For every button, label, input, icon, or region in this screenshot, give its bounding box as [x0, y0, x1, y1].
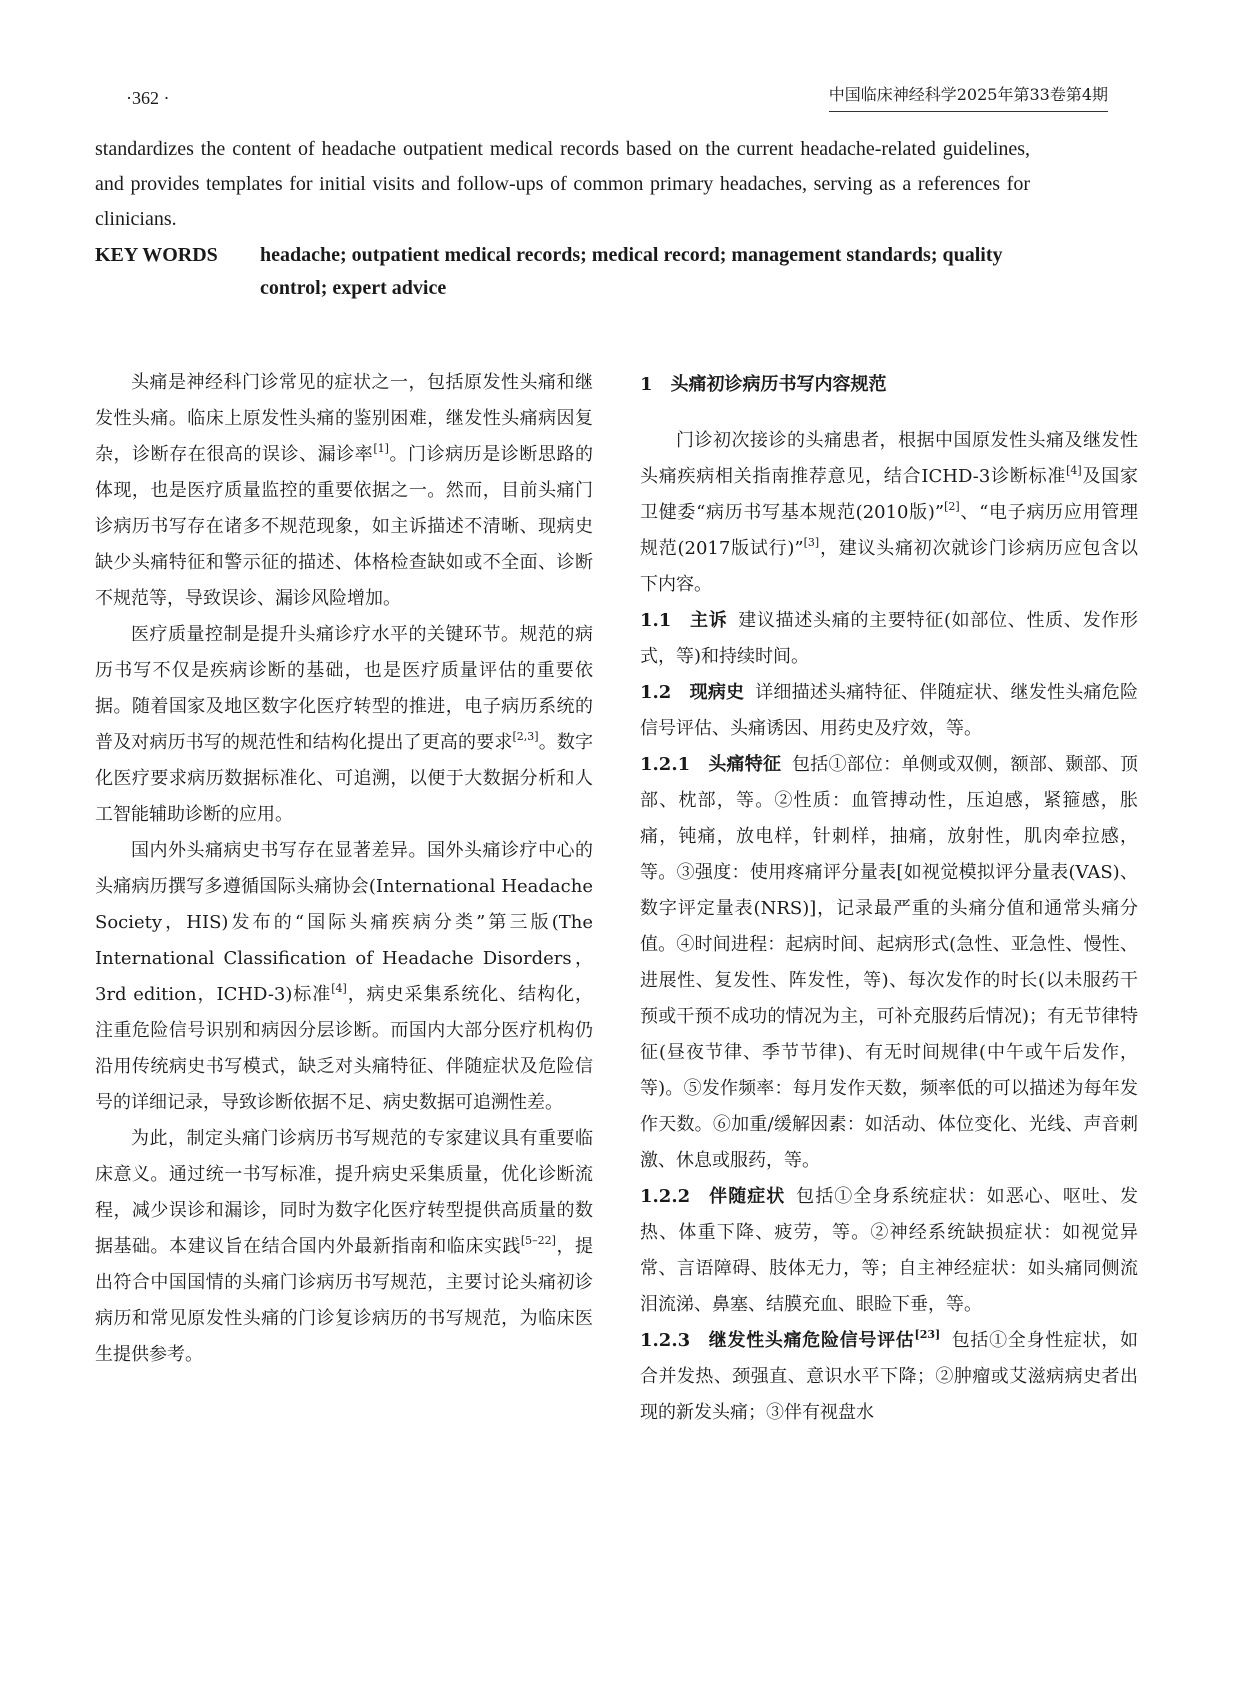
paragraph-text: 。数字化医疗要求病历数据标准化、可追溯，以便于大数据分析和人工智能辅助诊断的应用。: [95, 732, 593, 825]
subsection-title: 现病史: [689, 682, 745, 703]
paragraph-text: 详细描述头痛特征、伴随症状、继发性头痛危险信号评估、头痛诱因、用药史及疗效，等。: [640, 682, 1139, 739]
subsection-number: 1.2.1: [640, 754, 691, 775]
paragraph-text: 包括①全身性症状，如合并发热、颈强直、意识水平下降；②肿瘤或艾滋病病史者出现的新发头痛；③伴有视盘水: [640, 1330, 1139, 1423]
subsection-title-text: 继发性头痛危险信号评估: [708, 1330, 915, 1351]
paragraph-text: 国内外头痛病史书写存在显著差异。国外头痛诊疗中心的头痛病历撰写多遵循国际头痛协会(International Headache Society，HIS)发布的“国际头痛疾病分类”第三版(The International Classification of Headache Disorders，3rd edition，ICHD-3)标准: [95, 840, 593, 1005]
paragraph-text: ，提出符合中国国情的头痛门诊病历书写规范，主要讨论头痛初诊病历和常见原发性头痛的门诊复诊病历的书写规范，为临床医生提供参考。: [95, 1236, 594, 1365]
subsection: [640, 603, 1138, 675]
paragraph: [95, 1121, 593, 1373]
citation: [4]: [1066, 464, 1082, 477]
citation: [1]: [373, 442, 389, 455]
subsection-number: 1.2: [640, 682, 672, 703]
citation: [5–22]: [520, 1234, 556, 1247]
left-column: [95, 365, 593, 1373]
page-header: [118, 80, 1108, 112]
paragraph-text: 。门诊病历是诊断思路的体现，也是医疗质量监控的重要依据之一。然而，目前头痛门诊病历书写存在诸多不规范现象，如主诉描述不清晰、现病史缺少头痛特征和警示征的描述、体格检查缺如或不全面、诊断不规范等，导致误诊、漏诊风险增加。: [95, 444, 594, 609]
right-column: [640, 365, 1138, 1431]
subsection-number: 1.2.3: [640, 1330, 691, 1351]
citation: [4]: [331, 982, 347, 995]
paragraph-text: ，建议头痛初次就诊门诊病历应包含以下内容。: [640, 538, 1139, 595]
subsection-title: 头痛特征: [708, 754, 782, 775]
section-number: 1: [640, 374, 653, 395]
abstract-text: standardizes the content of headache outpatient medical records based on the current headache-related guidelines, and provides templates for initial visits and follow-ups of common primary headaches, serving as a references for clinicians.: [95, 138, 1030, 230]
page-number: ·362 ·: [126, 88, 170, 108]
paragraph-text: 头痛是神经科门诊常见的症状之一，包括原发性头痛和继发性头痛。临床上原发性头痛的鉴别困难，继发性头痛病因复杂，诊断存在很高的误诊、漏诊率: [95, 372, 593, 465]
subsection-title: [708, 1330, 940, 1351]
paragraph: [95, 365, 593, 617]
subsection: [640, 1323, 1138, 1431]
journal-title: 中国临床神经科学2025年第33卷第4期: [829, 82, 1108, 112]
paragraph: [95, 617, 593, 833]
keywords-label: KEY WORDS: [95, 244, 218, 266]
citation: [23]: [914, 1328, 941, 1341]
paragraph-text: 、“电子病历应用管理规范(2017版试行)”: [640, 502, 1138, 559]
paragraph-text: 及国家卫健委“病历书写基本规范(2010版)”: [640, 466, 1138, 523]
abstract-block: [95, 132, 1030, 305]
keywords-text: headache; outpatient medical records; medical record; management standards; quality control; expert advice: [260, 244, 1003, 299]
paragraph-text: 建议描述头痛的主要特征(如部位、性质、发作形式，等)和持续时间。: [640, 610, 1138, 667]
subsection-title: 主诉: [689, 610, 728, 631]
subsection-title: 伴随症状: [708, 1186, 786, 1207]
paragraph-text: 为此，制定头痛门诊病历书写规范的专家建议具有重要临床意义。通过统一书写标准，提升病史采集质量，优化诊断流程，减少误诊和漏诊，同时为数字化医疗转型提供高质量的数据基础。本建议旨在结合国内外最新指南和临床实践: [95, 1128, 593, 1257]
subsection: [640, 747, 1138, 1179]
keywords-row: [95, 239, 1030, 305]
subsection: [640, 675, 1138, 747]
section-title: 头痛初诊病历书写内容规范: [670, 374, 887, 395]
citation: [3]: [803, 536, 820, 549]
paragraph-text: 医疗质量控制是提升头痛诊疗水平的关键环节。规范的病历书写不仅是疾病诊断的基础，也是医疗质量评估的重要依据。随着国家及地区数字化医疗转型的推进，电子病历系统的普及对病历书写的规范性和结构化提出了更高的要求: [95, 624, 593, 753]
paragraph-text: 包括①全身系统症状：如恶心、呕吐、发热、体重下降、疲劳，等。②神经系统缺损症状：如视觉异常、言语障碍、肢体无力，等；自主神经症状：如头痛同侧流泪流涕、鼻塞、结膜充血、眼睑下垂，等。: [640, 1186, 1138, 1315]
citation: [2,3]: [512, 730, 539, 743]
paragraph-text: 门诊初次接诊的头痛患者，根据中国原发性头痛及继发性头痛疾病相关指南推荐意见，结合ICHD-3诊断标准: [640, 430, 1138, 487]
subsection-number: 1.2.2: [640, 1186, 691, 1207]
subsection: [640, 1179, 1138, 1323]
citation: [2]: [944, 500, 960, 513]
paragraph-text: 包括①部位：单侧或双侧，额部、颞部、顶部、枕部，等。②性质：血管搏动性，压迫感，紧箍感，胀痛，钝痛，放电样，针刺样，抽痛，放射性，肌肉牵拉感，等。③强度：使用疼痛评分量表[如视觉模拟评分量表(VAS)、数字评定量表(NRS)]，记录最严重的头痛分值和通常头痛分值。④时间进程：起病时间、起病形式(急性、亚急性、慢性、进展性、复发性、阵发性，等)、每次发作的时长(以未服药干预或干预不成功的情况为主，可补充服药后情况)；有无节律特征(昼夜节律、季节节律)、有无时间规律(中午或午后发作，等)。⑤发作频率：每月发作天数，频率低的可以描述为每年发作天数。⑥加重/缓解因素：如活动、体位变化、光线、声音刺激、休息或服药，等。: [640, 754, 1138, 1171]
paragraph: [95, 833, 593, 1121]
paragraph-text: ，病史采集系统化、结构化，注重危险信号识别和病因分层诊断。而国内大部分医疗机构仍沿用传统病史书写模式，缺乏对头痛特征、伴随症状及危险信号的详细记录，导致诊断依据不足、病史数据可追溯性差。: [95, 984, 594, 1113]
subsection-number: 1.1: [640, 610, 672, 631]
section-heading: [640, 367, 1138, 403]
paragraph: [640, 423, 1138, 603]
